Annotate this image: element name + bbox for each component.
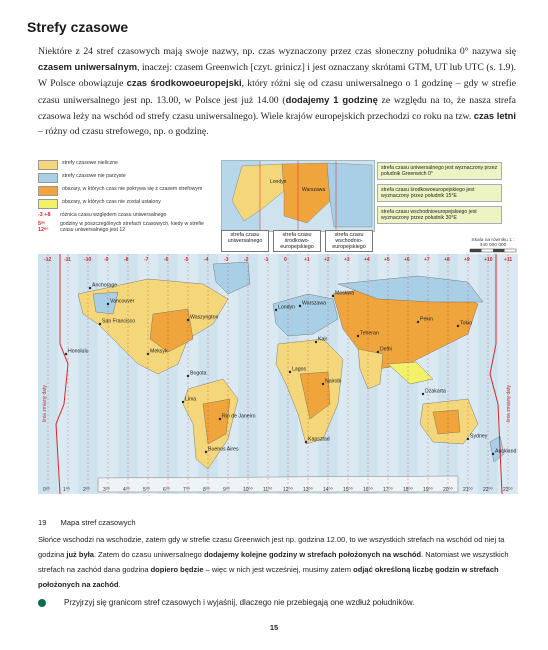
zone-hour-label: 7⁰⁰ xyxy=(183,487,190,493)
legend-swatch xyxy=(38,199,58,209)
city-marker xyxy=(289,371,291,373)
zone-offset-label: -7 xyxy=(144,257,149,263)
zone-hour-label: 3⁰⁰ xyxy=(103,487,110,493)
inset-zone-labels xyxy=(221,230,373,252)
city-label: Waszyngton xyxy=(190,314,219,321)
inset-city-warsaw: Warszawa xyxy=(302,187,326,193)
intro-paragraph: Niektóre z 24 stref czasowych mają swoje nazwy, np. czas wyznaczony przez czas słoneczny południka 0° nazywa się czasem uniwersalnym, inaczej: czasem Greenwich [czyt. grinicz] i jest oznaczany skrótami GTM, UT lub UTC (s. 1.9). W Polsce obowiązuje czas środkowoeuropejski, który różni się od czasu uniwersalnego o 1 godzinę – gdy w strefie czasu uniwersalnego jest np. 13.00, w Polsce jest już 14.00 (dodajemy 1 godzinę ze względu na to, że nasza strefa czasowa leży na wschód od strefy czasu uniwersalnego). Wiele krajów europejskich przechodzi co roku na tzw. czas letni – różny od czasu strefowego, np. o godzinę. xyxy=(38,46,517,138)
zone-offset-label: +4 xyxy=(364,257,370,263)
zone-offset-label: -6 xyxy=(164,257,169,263)
zone-hour-label: 13⁰⁰ xyxy=(303,487,313,493)
city-marker xyxy=(219,418,221,420)
city-marker xyxy=(182,401,184,403)
zone-hour-label: 20⁰⁰ xyxy=(443,487,453,493)
zone-offset-label: +9 xyxy=(464,257,470,263)
task-item xyxy=(38,598,516,607)
inset-label-cet: strefa czasu środkowo-europejskiego xyxy=(273,230,321,252)
zone-offset-label: -5 xyxy=(184,257,189,263)
city-label: Vancouver xyxy=(110,298,135,305)
date-line-label-east: linia zmiany daty xyxy=(506,385,512,422)
city-marker xyxy=(305,441,307,443)
city-label: Auckland xyxy=(495,448,517,455)
zone-hour-label: 18⁰⁰ xyxy=(403,487,413,493)
zone-offset-label: +2 xyxy=(324,257,330,263)
zone-offset-label: -4 xyxy=(204,257,209,263)
city-label: San Francisco xyxy=(102,318,136,325)
zone-offset-label: 0 xyxy=(284,257,287,263)
explanation-paragraph: Słońce wschodzi na wschodzie, zatem gdy w strefie czasu Greenwich jest np. godzina 12.00, to we wszystkich strefach na wschód od niej ta godzina już była. Zatem do czasu uniwersalnego dodajemy kolejne godziny w strefach położonych na wschód. Natomiast we wszystkich strefach na zachód dana godzina dopiero będzie – więc w nich jest wcześniej, musimy zatem odjąć określoną liczbę godzin w strefach położonych na zachód. xyxy=(38,535,509,589)
zone-hour-label: 9⁰⁰ xyxy=(223,487,230,493)
legend-swatch xyxy=(38,186,58,196)
zone-offset-label: +7 xyxy=(424,257,430,263)
zone-offset-label: +1 xyxy=(304,257,310,263)
city-label: Kapsztad xyxy=(308,436,330,443)
zone-hour-label: 11⁰⁰ xyxy=(263,487,273,493)
zone-hour-label: 4⁰⁰ xyxy=(123,487,130,493)
zone-hour-label: 10⁰⁰ xyxy=(243,487,253,493)
city-marker xyxy=(332,295,334,297)
zone-offset-label: -12 xyxy=(44,257,52,263)
city-marker xyxy=(315,341,317,343)
map-legend xyxy=(38,160,218,236)
side-note: strefa czasu wschodnioeuropejskiego jest wyznaczony przez południk 30°E xyxy=(377,206,502,224)
zone-offset-label: -11 xyxy=(64,257,71,263)
zone-hour-label: 17⁰⁰ xyxy=(383,487,393,493)
side-note: strefa czasu środkowoeuropejskiego jest wyznaczony przez południk 15°E xyxy=(377,184,502,202)
city-marker xyxy=(492,453,494,455)
city-label: Nairobi xyxy=(325,378,342,385)
date-line-label-west: linia zmiany daty xyxy=(42,385,48,422)
city-marker xyxy=(187,375,189,377)
city-label: Honolulu xyxy=(68,348,89,355)
zone-offset-label: +3 xyxy=(344,257,350,263)
city-marker xyxy=(299,305,301,307)
zone-offset-label: +8 xyxy=(444,257,450,263)
zone-hour-label: 21⁰⁰ xyxy=(463,487,473,493)
zone-offset-label: +11 xyxy=(504,257,513,263)
zone-hour-label: 1⁰⁰ xyxy=(63,487,70,493)
europe-inset-map xyxy=(221,160,375,232)
city-marker xyxy=(422,393,424,395)
zone-hour-label: 15⁰⁰ xyxy=(343,487,353,493)
city-label: Warszawa xyxy=(302,300,327,307)
world-time-zone-map xyxy=(38,254,518,494)
city-label: Delhi xyxy=(380,346,392,353)
zone-hour-label: 14⁰⁰ xyxy=(323,487,333,493)
inset-label-eet: strefa czasu wschodnio-europejskiego xyxy=(325,230,373,252)
zone-offset-label: -10 xyxy=(84,257,92,263)
zone-offset-label: +10 xyxy=(484,257,493,263)
city-marker xyxy=(417,321,419,323)
city-marker xyxy=(357,335,359,337)
zone-hour-label: 6⁰⁰ xyxy=(163,487,170,493)
city-label: Lagos xyxy=(292,366,307,373)
city-label: Moskwa xyxy=(335,290,355,297)
city-label: Teheran xyxy=(360,330,379,337)
inset-label-utc: strefa czasu uniwersalnego xyxy=(221,230,269,252)
zone-offset-label: -1 xyxy=(264,257,269,263)
zone-hour-label: 16⁰⁰ xyxy=(363,487,373,493)
city-label: Buenos Aires xyxy=(208,446,239,453)
zone-offset-label: -2 xyxy=(244,257,249,263)
legend-item: 5ᵒⁿ 12ᵒⁿ godziny w poszczególnych strefach czasowych, kiedy w strefie czasu uniwersalnego jest 12 xyxy=(38,221,204,233)
city-label: Pekin xyxy=(420,316,433,323)
zone-offset-label: -9 xyxy=(104,257,109,263)
city-label: Londyn xyxy=(278,304,296,311)
legend-item: obszary, w których czas nie pokrywa się z czasem strefowym xyxy=(38,186,218,196)
legend-swatch xyxy=(38,160,58,170)
city-marker xyxy=(147,353,149,355)
zone-hour-label: 22⁰⁰ xyxy=(483,487,493,493)
city-marker xyxy=(205,451,207,453)
city-marker xyxy=(99,323,101,325)
page-number: 15 xyxy=(269,623,279,632)
legend-item: obszary, w których czas nie został ustalony xyxy=(38,199,218,209)
city-marker xyxy=(187,319,189,321)
city-marker xyxy=(322,383,324,385)
zone-offset-label: +6 xyxy=(404,257,410,263)
zone-offset-label: -8 xyxy=(124,257,129,263)
zone-offset-label: +5 xyxy=(384,257,390,263)
city-label: Anchorage xyxy=(92,282,118,289)
city-label: Meksyk xyxy=(150,348,168,355)
side-note: strefa czasu uniwersalnego jest wyznaczony przez południk Greenwich 0° xyxy=(377,162,502,180)
legend-swatch xyxy=(38,173,58,183)
city-marker xyxy=(89,287,91,289)
zone-hour-label: 23⁰⁰ xyxy=(503,487,513,493)
zone-hour-label: 2⁰⁰ xyxy=(83,487,90,493)
zone-hour-label: 5⁰⁰ xyxy=(143,487,150,493)
legend-item: -3 +8 różnica czasu względem czasu uniwersalnego xyxy=(38,212,167,218)
section-heading: Strefy czasowe xyxy=(27,19,129,35)
city-label: Kair xyxy=(318,336,328,343)
city-label: Bogota xyxy=(190,370,207,377)
zone-hour-label: 0⁰⁰ xyxy=(43,487,50,493)
map-scale: Skala na równiku 1 : 340 000 000 xyxy=(468,238,518,255)
city-label: Rio de Janeiro xyxy=(222,413,256,420)
city-label: Lima xyxy=(185,396,197,403)
city-marker xyxy=(65,353,67,355)
city-marker xyxy=(467,438,469,440)
city-marker xyxy=(457,325,459,327)
side-notes xyxy=(377,162,502,228)
legend-item: strefy czasowe nie parzyste xyxy=(38,173,218,183)
city-label: Tokio xyxy=(460,320,473,327)
city-marker xyxy=(377,351,379,353)
zone-hour-label: 12⁰⁰ xyxy=(283,487,293,493)
city-marker xyxy=(275,309,277,311)
figure-caption: 19 Mapa stref czasowych xyxy=(38,518,136,527)
zone-hour-label: 19⁰⁰ xyxy=(423,487,433,493)
zone-hour-label: 8⁰⁰ xyxy=(203,487,210,493)
city-marker xyxy=(107,303,109,305)
inset-city-london: Londyn xyxy=(270,179,287,185)
city-label: Sydney xyxy=(470,433,488,440)
legend-item: strefy czasowe nieliczne xyxy=(38,160,218,170)
task-bullet-icon xyxy=(38,599,46,607)
city-label: Dżakarta xyxy=(425,388,446,395)
zone-offset-label: -3 xyxy=(224,257,229,263)
task-text: Przyjrzyj się granicom stref czasowych i wyjaśnij, dlaczego nie przebiegają one wzdłuż południków. xyxy=(64,598,415,607)
